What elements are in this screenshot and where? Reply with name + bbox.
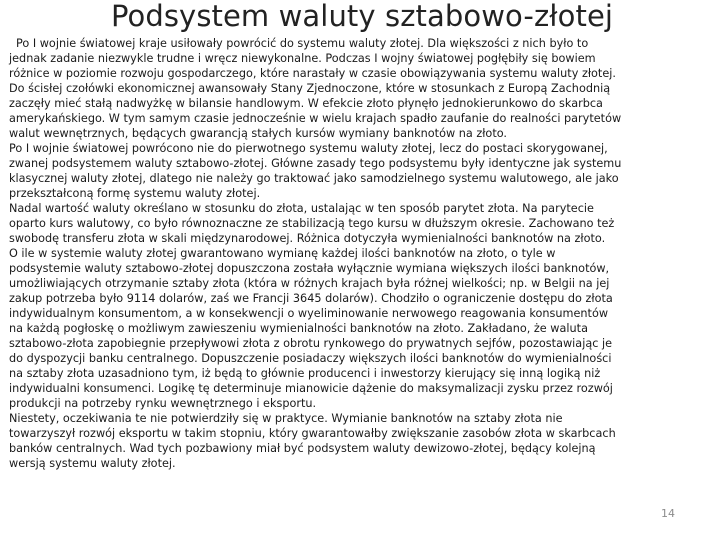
body-line: klasycznej waluty złotej, dlatego nie należy go traktować jako samodzielnego systemu walutowego, ale jako: [9, 172, 619, 185]
body-line: O ile w systemie waluty złotej gwarantowano wymianę każdej ilości banknotów na złoto, o tyle w: [9, 247, 556, 260]
body-line: zakup potrzeba było 9114 dolarów, zaś we Francji 3645 dolarów). Chodziło o ograniczenie dostępu do złota: [9, 292, 613, 305]
body-line: Nadal wartość waluty określano w stosunku do złota, ustalając w ten sposób parytet złota. Na parytecie: [9, 202, 594, 215]
body-line: walut wewnętrznych, będących gwarancją stałych kursów wymiany banknotów na złoto.: [9, 127, 507, 140]
body-line: swobodę transferu złota w skali międzynarodowej. Różnica dotyczyła wymienialności banknotów na złoto.: [9, 232, 606, 245]
body-line: na każdą pogłoskę o możliwym zawieszeniu wymienialności banknotów na złoto. Zakładano, że waluta: [9, 322, 588, 335]
body-line: towarzyszył rozwój eksportu w takim stopniu, który gwarantowałby zwiększanie zasobów złota w skarbcach: [9, 427, 616, 440]
body-line: jednak zadanie niezwykle trudne i wręcz niewykonalne. Podczas I wojny światowej pogłębiły się bowiem: [9, 52, 596, 65]
body-line: banków centralnych. Wad tych pozbawiony miał być podsystem waluty dewizowo-złotej, będący kolejną: [9, 442, 596, 455]
body-line: Niestety, oczekiwania te nie potwierdziły się w praktyce. Wymianie banknotów na sztaby złota nie: [9, 412, 563, 425]
body-line: Do ścisłej czołówki ekonomicznej awansowały Stany Zjednoczone, które w stosunkach z Europą Zachodnią: [9, 82, 611, 95]
body-line: różnice w poziomie rozwoju gospodarczego, które narastały w czasie obowiązywania systemu waluty złotej.: [9, 67, 616, 80]
body-line: sztabowo-złota zapobiegnie przepływowi złota z obrotu rynkowego do prywatnych sejfów, pozostawiając je: [9, 337, 613, 350]
body-line: umożliwiających otrzymanie sztaby złota (która w różnych krajach była różnej wielkości; np. w Belgii na jej: [9, 277, 610, 290]
body-line: Po I wojnie światowej powrócono nie do pierwotnego systemu waluty złotej, lecz do postaci skorygowanej,: [9, 142, 608, 155]
body-line: Po I wojnie światowej kraje usiłowały powrócić do systemu waluty złotej. Dla większości z nich było to: [16, 37, 589, 50]
body-line: zaczęły mieć stałą nadwyżkę w bilansie handlowym. W efekcie złoto płynęło jednokierunkowo do skarbca: [9, 97, 603, 110]
page-number: 14: [661, 507, 675, 520]
body-line: przekształconą formę systemu waluty złotej.: [9, 187, 261, 200]
body-line: wersją systemu waluty złotej.: [9, 457, 176, 470]
body-text: [9, 36, 720, 471]
body-line: oparto kurs walutowy, co było równoznaczne ze stabilizacją tego kursu w dłuższym okresie. Zachowano też: [9, 217, 615, 230]
body-line: indywidualni konsumenci. Logikę tę determinuje mianowicie dążenie do maksymalizacji zysku przez rozwój: [9, 382, 613, 395]
body-line: podsystemie waluty sztabowo-złotej dopuszczona została wyłącznie wymiana większych ilości banknotów,: [9, 262, 610, 275]
body-line: do dyspozycji banku centralnego. Dopuszczenie posiadaczy większych ilości banknotów do wymienialności: [9, 352, 612, 365]
body-line: na sztaby złota uzasadniono tym, iż będą to głównie producenci i inwestorzy kierujący się inną logiką niż: [9, 367, 601, 380]
body-line: amerykańskiego. W tym samym czasie jednocześnie w wielu krajach spadło zaufanie do realności parytetów: [9, 112, 622, 125]
slide-title: Podsystem waluty sztabowo-złotej: [110, 0, 614, 33]
body-line: indywidualnym konsumentom, a w konsekwencji o wyeliminowanie nerwowego reagowania konsumentów: [9, 307, 609, 320]
body-line: zwanej podsystemem waluty sztabowo-złotej. Główne zasady tego podsystemu były identyczne jak systemu: [9, 157, 622, 170]
body-line: produkcji na potrzeby rynku wewnętrznego i eksportu.: [9, 397, 317, 410]
